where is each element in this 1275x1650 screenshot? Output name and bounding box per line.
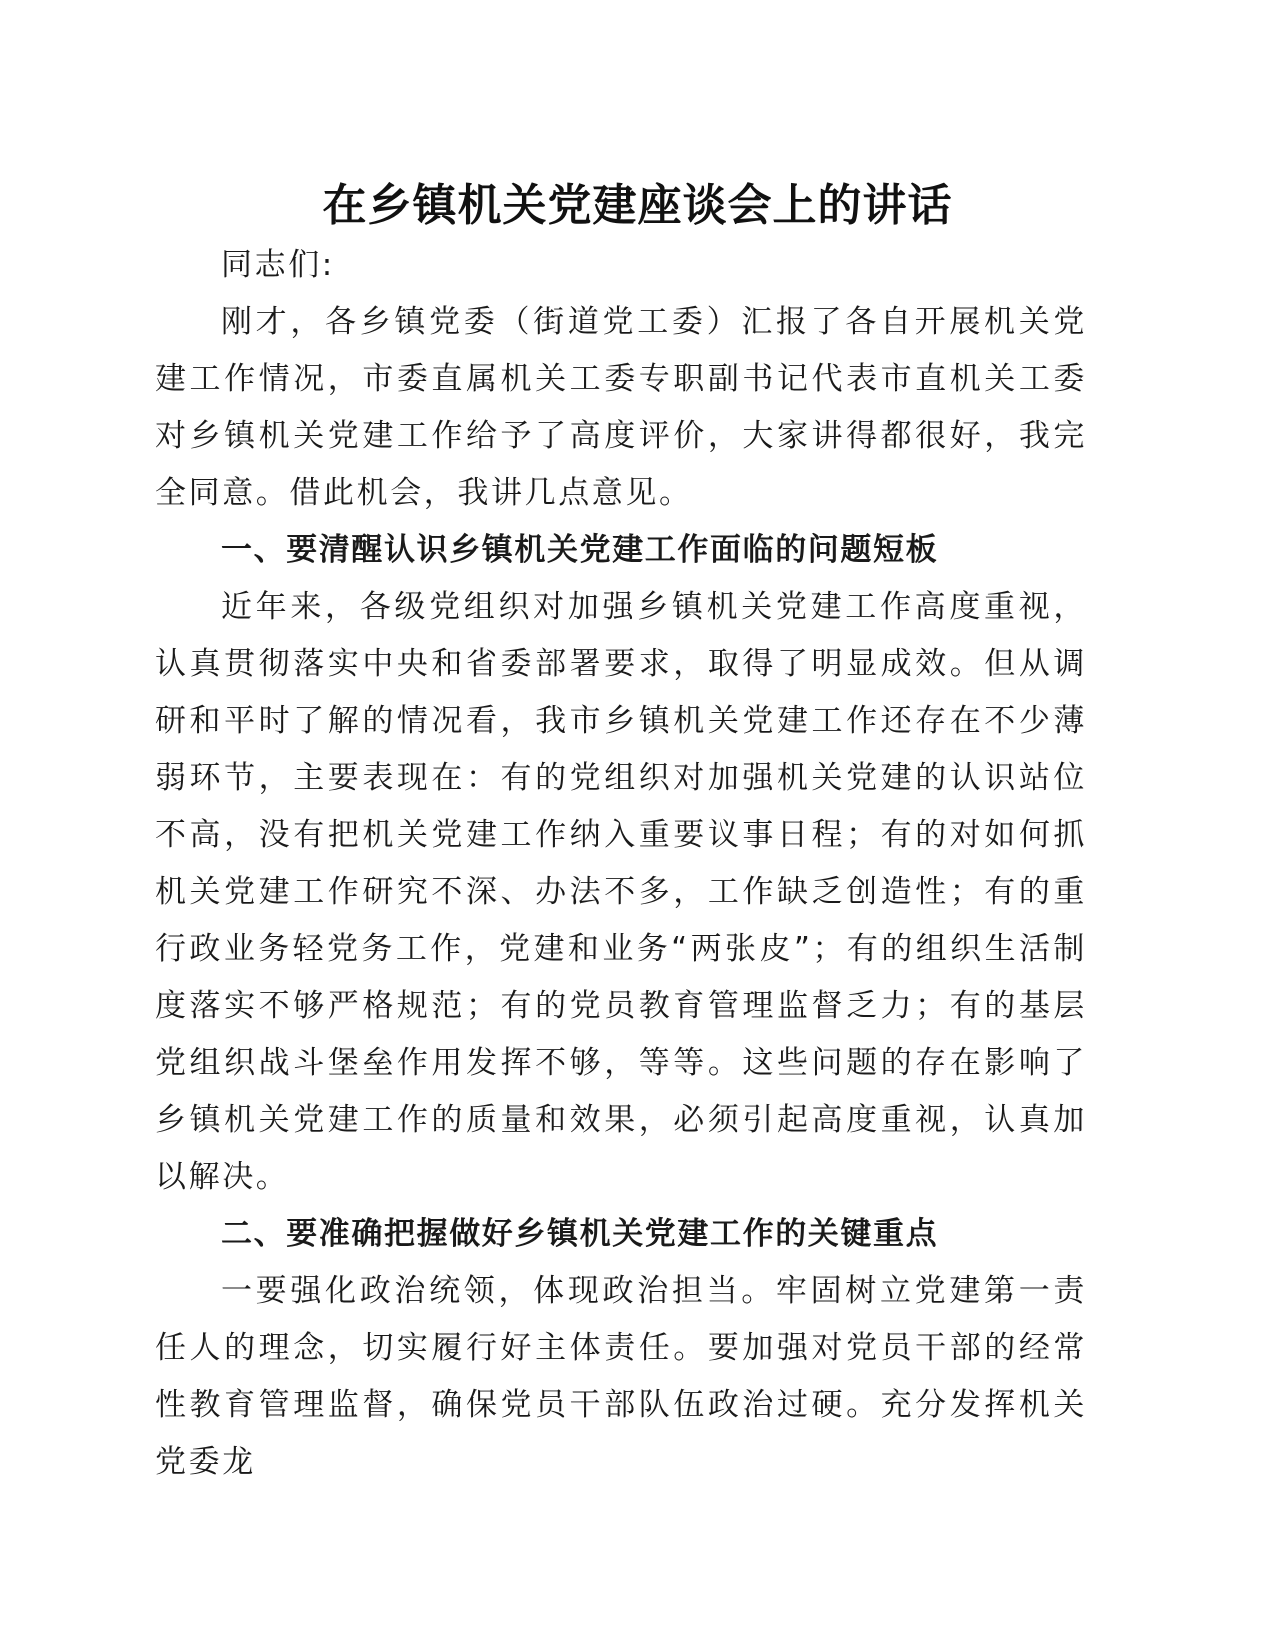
intro-paragraph: 刚才，各乡镇党委（街道党工委）汇报了各自开展机关党建工作情况，市委直属机关工委专职副书记代表市直机关工委对乡镇机关党建工作给予了高度评价，大家讲得都很好，我完全同意。借此机会，我讲几点意见。 bbox=[155, 304, 1087, 511]
section-1-heading: 一、要清醒认识乡镇机关党建工作面临的问题短板 bbox=[221, 532, 939, 568]
document-title: 在乡镇机关党建座谈会上的讲话 bbox=[322, 180, 953, 231]
section-1-paragraph: 近年来，各级党组织对加强乡镇机关党建工作高度重视，认真贯彻落实中央和省委部署要求，取得了明显成效。但从调研和平时了解的情况看，我市乡镇机关党建工作还存在不少薄弱环节，主要表现在：有的党组织对加强机关党建的认识站位不高，没有把机关党建工作纳入重要议事日程；有的对如何抓机关党建工作研究不深、办法不多，工作缺乏创造性；有的重行政业务轻党务工作，党建和业务“两张皮”；有的组织生活制度落实不够严格规范；有的党员教育管理监督乏力；有的基层党组织战斗堡垒作用发挥不够，等等。这些问题的存在影响了乡镇机关党建工作的质量和效果，必须引起高度重视，认真加以解决。 bbox=[155, 589, 1087, 1195]
document-body bbox=[155, 237, 1087, 1491]
section-2-heading: 二、要准确把握做好乡镇机关党建工作的关键重点 bbox=[221, 1216, 939, 1252]
section-2-paragraph: 一要强化政治统领，体现政治担当。牢固树立党建第一责任人的理念，切实履行好主体责任。要加强对党员干部的经常性教育管理监督，确保党员干部队伍政治过硬。充分发挥机关党委龙 bbox=[155, 1273, 1087, 1480]
salutation: 同志们: bbox=[221, 247, 335, 283]
